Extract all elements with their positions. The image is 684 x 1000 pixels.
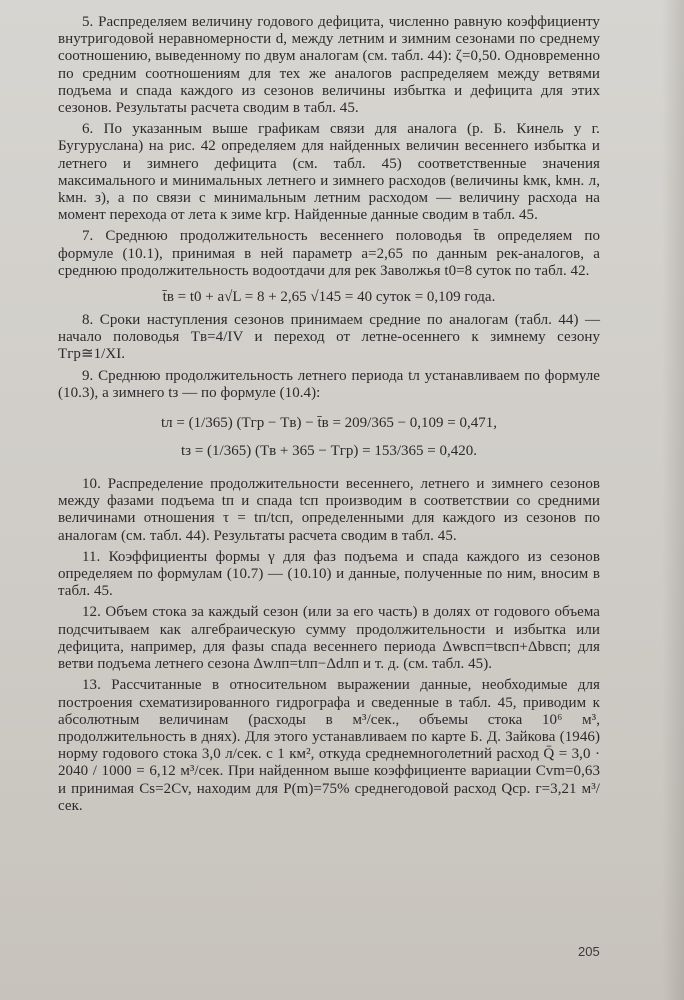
paragraph-9: 9. Среднюю продолжительность летнего периода tл устанавливаем по формуле (10.3), а зимнего tз — по формуле (10.4): (58, 367, 600, 401)
formula-winter-duration: tз = (1/365) (Tв + 365 − Tгр) = 153/365 = 0,420. (180, 443, 477, 460)
paragraph-10: 10. Распределение продолжительности весеннего, летнего и зимнего сезонов между фазами подъема tп и спада tсп производим в соответствии со средними величинами отношения τ = tп/tсп, определенными для каждого из сезонов по аналогам (см. табл. 44). Результаты расчета сводим в табл. 45. (58, 476, 600, 544)
paragraph-6: 6. По указанным выше графикам связи для аналога (р. Б. Кинель у г. Бугуруслана) на рис. 42 определяем для найденных величин весеннего избытка и летнего и зимнего дефицита (см. табл. 45) соответственные значения максимального и минимальных летнего и зимнего расходов (величины kмк, kмн. л, kмн. з), а по связи с минимальным летним расходом — величину расхода на момент перехода от лета к зиме kгр. Найденные данные сводим в табл. 45. (58, 121, 600, 224)
formula-spring-flood-duration: t̄в = t0 + a√L = 8 + 2,65 √145 = 40 суток = 0,109 года. (162, 289, 496, 306)
page-number: 205 (578, 944, 600, 959)
paragraph-12: 12. Объем стока за каждый сезон (или за его часть) в долях от годового объема подсчитываем как алгебраическую сумму продолжительности и избытка или дефицита, например, для фазы спада весеннего периода Δwвсп=tвсп+Δbвсп; для ветви подъема летнего сезона Δwлп=tлп−Δdлп и т. д. (см. табл. 45). (58, 604, 600, 673)
paragraph-5: 5. Распределяем величину годового дефицита, численно равную коэффициенту внутригодовой неравномерности d, между летним и зимним сезонами по среднему соотношению, выведенному по двум аналогам (см. табл. 44): ζ=0,50. Одновременно по средним соотношениям для тех же аналогов распределяем между ветвями подъема и спада каждого из сезонов величины избытка и дефицита для этих сезонов. Результаты расчета сводим в табл. 45. (58, 14, 600, 117)
paragraph-7: 7. Среднюю продолжительность весеннего половодья t̄в определяем по формуле (10.1), принимая в ней параметр a=2,65 по данным рек-аналогов, а среднюю продолжительность водоотдачи для рек Заволжья t0=8 суток по табл. 42. (58, 228, 600, 279)
formula-summer-duration: tл = (1/365) (Tгр − Tв) − t̄в = 209/365 − 0,109 = 0,471, (160, 415, 498, 432)
paragraph-13: 13. Рассчитанные в относительном выражении данные, необходимые для построения схематизированного гидрографа и сведенные в табл. 45, приводим к абсолютным величинам (расходы в м³/сек., объемы стока 10⁶ м³, продолжительность в днях). Для этого устанавливаем по карте Б. Д. Зайкова (1946) норму годового стока 3,0 л/сек. с 1 км², откуда среднемноголетний расход Q̄ = 3,0 · 2040 / 1000 = 6,12 м³/сек. При найденном выше коэффициенте вариации Cvm=0,63 и принимая Cs=2Cv, находим для P(m)=75% среднегодовой расход Qср. г=3,21 м³/сек. (58, 677, 600, 814)
paragraph-11: 11. Коэффициенты формы γ для фаз подъема и спада каждого из сезонов определяем по формулам (10.7) — (10.10) и данные, полученные по ним, вносим в табл. 45. (58, 548, 600, 600)
page-edge-shadow (662, 0, 684, 1000)
paragraph-8: 8. Сроки наступления сезонов принимаем средние по аналогам (табл. 44) — начало половодья Tв=4/IV и переход от летне-осеннего к зимнему сезону Tгр≅1/XI. (58, 312, 600, 363)
